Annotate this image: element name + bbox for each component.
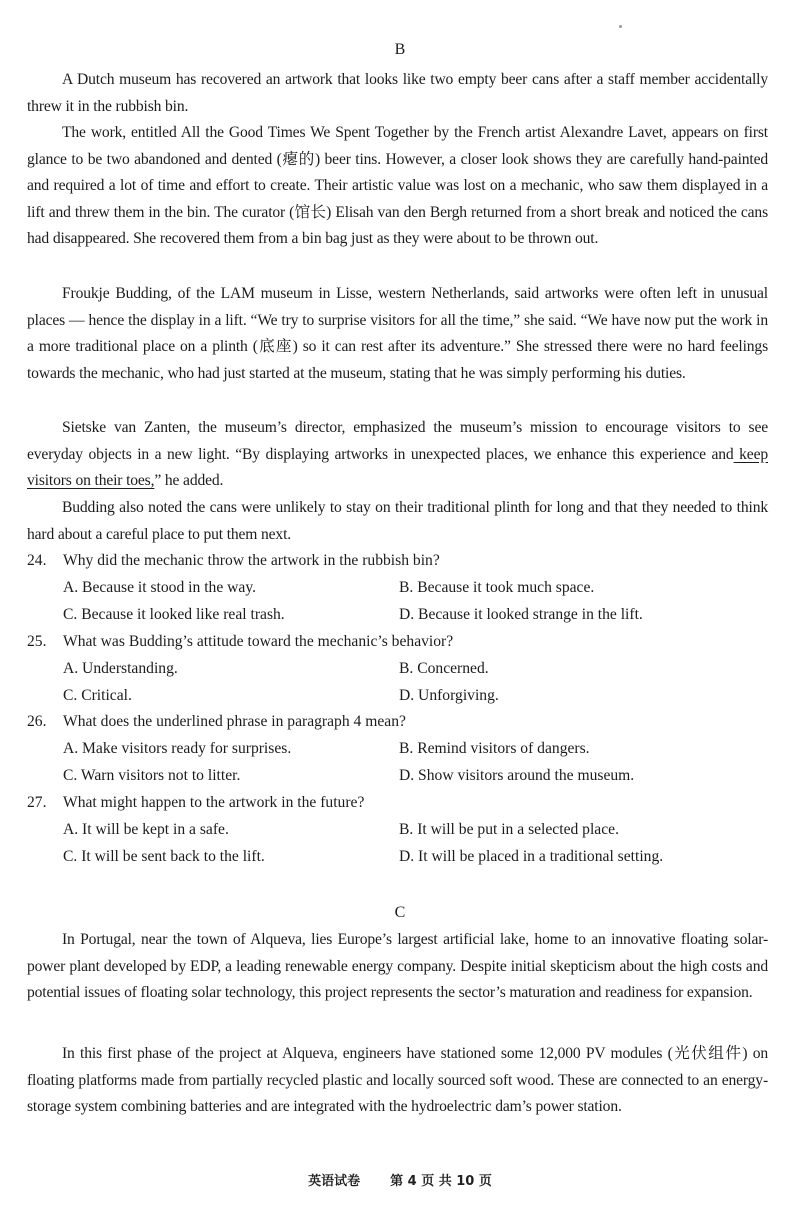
option-a[interactable]: A. Because it stood in the way. xyxy=(63,579,257,596)
section-b-paragraph-4 xyxy=(27,415,768,495)
question-text: What does the underlined phrase in paragraph 4 mean? xyxy=(63,713,406,730)
underlined-phrase: keep visitors on their toes, xyxy=(27,445,768,490)
section-c-paragraph-2: In this first phase of the project at Alqueva, engineers have stationed some 12,000 PV modules (光伏组件) on floating platforms made from partially recycled plastic and locally sourced soft wood. These are connected to an energy-storage system combining batteries and are integrated with the hydroelectric dam’s power station. xyxy=(27,1045,768,1116)
question-25 xyxy=(27,629,768,656)
question-text: What might happen to the artwork in the future? xyxy=(63,794,365,811)
section-c-label: C xyxy=(394,904,406,921)
question-number: 24. xyxy=(27,552,47,569)
question-text: Why did the mechanic throw the artwork in the rubbish bin? xyxy=(63,552,440,569)
option-c[interactable]: C. It will be sent back to the lift. xyxy=(63,847,265,865)
option-b[interactable]: B. Remind visitors of dangers. xyxy=(399,740,590,757)
section-b-paragraph-3: Froukje Budding, of the LAM museum in Lisse, western Netherlands, said artworks were often left in unusual places — hence the display in a lift. “We try to surprise visitors for all the time,” she said. “We have now put the work in a more traditional place on a plinth (底座) so it can rest after its adventure.” She stressed there were no hard feelings towards the mechanic, who had just started at the museum, stating that he was simply performing his duties. xyxy=(27,285,768,382)
question-26-options xyxy=(63,736,763,789)
option-b[interactable]: B. It will be put in a selected place. xyxy=(399,821,619,838)
question-number: 26. xyxy=(27,713,47,730)
option-d[interactable]: D. It will be placed in a traditional setting. xyxy=(399,847,664,865)
question-27 xyxy=(27,790,768,817)
question-24-options xyxy=(63,575,763,628)
question-27-options xyxy=(63,817,763,870)
section-b-label: B xyxy=(394,41,406,58)
question-24 xyxy=(27,548,768,575)
footer-subject: 英语试卷 xyxy=(308,1174,361,1189)
section-b-paragraph-5: Budding also noted the cans were unlikely to stay on their traditional plinth for long and that they needed to think hard about a careful place to put them next. xyxy=(27,499,768,543)
page-footer xyxy=(0,1170,800,1189)
option-d[interactable]: D. Unforgiving. xyxy=(399,686,499,704)
question-number: 27. xyxy=(27,794,47,811)
section-c-paragraph-1: In Portugal, near the town of Alqueva, lies Europe’s largest artificial lake, home to an innovative floating solar-power plant developed by EDP, a leading renewable energy company. Despite initial skepticism about the high costs and potential issues of floating solar technology, this project represents the sector’s maturation and readiness for expansion. xyxy=(27,931,768,1002)
option-b[interactable]: B. Because it took much space. xyxy=(399,579,595,596)
option-c[interactable]: C. Critical. xyxy=(63,686,132,704)
option-a[interactable]: A. Make visitors ready for surprises. xyxy=(63,740,292,757)
option-b[interactable]: B. Concerned. xyxy=(399,660,489,677)
question-26 xyxy=(27,709,768,736)
option-d[interactable]: D. Show visitors around the museum. xyxy=(399,766,635,784)
option-a[interactable]: A. Understanding. xyxy=(63,660,178,677)
section-b-paragraph-1: A Dutch museum has recovered an artwork that looks like two empty beer cans after a staff member accidentally threw it in the rubbish bin. xyxy=(27,71,768,115)
footer-page-info: 第 4 页 共 10 页 xyxy=(390,1174,492,1189)
paragraph-4-text-before: Sietske van Zanten, the museum’s director, emphasized the museum’s mission to encourage visitors to see everyday objects in a new light. “By displaying artworks in unexpected places, we enhance this experience and xyxy=(27,419,768,463)
section-b-paragraph-2: The work, entitled All the Good Times We Spent Together by the French artist Alexandre Lavet, appears on first glance to be two abandoned and dented (瘪的) beer tins. However, a closer look shows they are carefully hand-painted and required a lot of time and effort to create. Their artistic value was lost on a mechanic, who saw them displayed in a lift and threw them in the bin. The curator (馆长) Elisah van den Bergh returned from a short break and noticed the cans had disappeared. She recovered them from a bin bag just as they were about to be thrown out. xyxy=(27,124,768,248)
question-25-options xyxy=(63,656,763,709)
question-number: 25. xyxy=(27,633,47,650)
paragraph-4-text-after: ” he added. xyxy=(154,472,224,490)
option-a[interactable]: A. It will be kept in a safe. xyxy=(63,821,229,838)
question-text: What was Budding’s attitude toward the mechanic’s behavior? xyxy=(63,633,454,650)
option-d[interactable]: D. Because it looked strange in the lift. xyxy=(399,605,643,623)
scan-speck xyxy=(619,25,622,28)
option-c[interactable]: C. Because it looked like real trash. xyxy=(63,605,285,623)
option-c[interactable]: C. Warn visitors not to litter. xyxy=(63,766,241,784)
